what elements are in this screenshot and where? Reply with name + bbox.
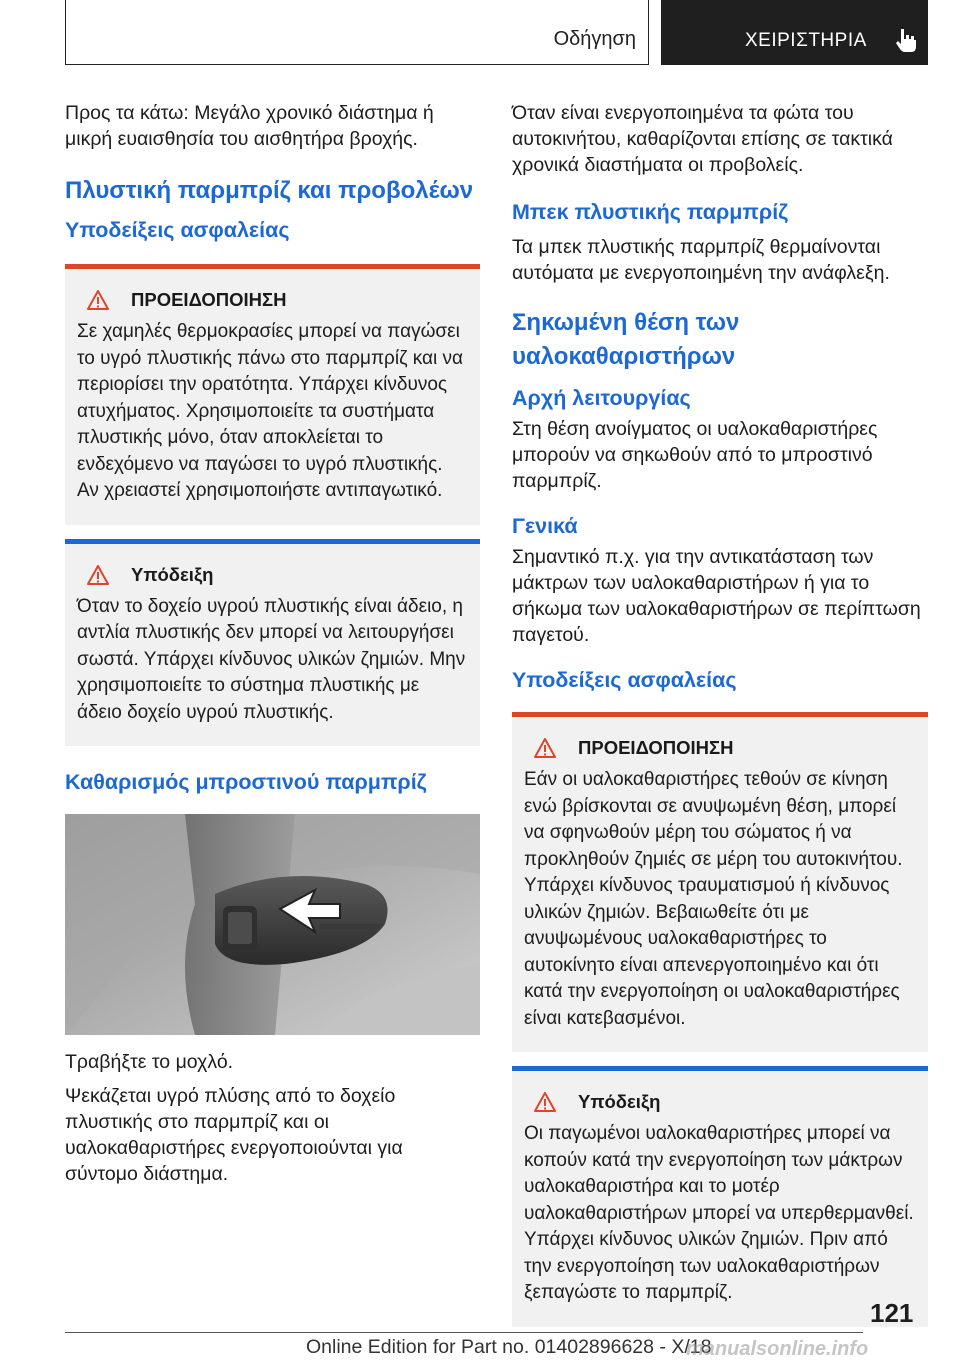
notice-title-row: [77, 564, 468, 586]
general-paragraph: Σημαντικό π.χ. για την αντικατάσταση των μάκτρων των υαλοκαθαριστήρων ή για το σήκωμα των υαλοκαθαριστήρων σε περίπτωση παγετού.: [512, 546, 921, 646]
heading-general: Γενικά: [512, 514, 578, 538]
notice-text-right: Οι παγωμένοι υαλοκαθαριστήρες μπορεί να κοπούν κατά την ενεργοποίηση των μάκτρων υαλοκαθαριστήρα και το μοτέρ υαλοκαθαριστήρων μπορεί να υπερθερμανθεί. Υπάρχει κίνδυνος υλικών ζημιών. Πριν από την ενεργοποίηση των υαλοκαθαριστήρων ξεπαγώστε το παρμπρίζ.: [524, 1123, 914, 1303]
footer-edition: Online Edition for Part no. 01402896628 - X/18: [306, 1336, 712, 1358]
heading-principle: Αρχή λειτουργίας: [512, 386, 691, 410]
heading-safety-left: Υποδείξεις ασφαλείας: [65, 218, 290, 242]
warning-box-left: [65, 264, 480, 525]
footer-rule: [65, 1332, 863, 1333]
header-section-title: Οδήγηση: [553, 28, 636, 50]
warning-box-right: [512, 712, 928, 1052]
warning-title: ΠΡΟΕΙΔΟΠΟΙΗΣΗ: [131, 289, 287, 310]
notice-triangle-icon: [87, 565, 109, 585]
intro-paragraph: Προς τα κάτω: Μεγάλο χρονικό διάστημα ή μικρή ευαισθησία του αισθητήρα βροχής.: [65, 102, 434, 150]
header-chapter-label: ΧΕΙΡΙΣΤΗΡΙΑ: [745, 30, 867, 51]
header-bottom-rule: [65, 64, 649, 65]
header-divider: [648, 0, 649, 65]
principle-paragraph: Στη θέση ανοίγματος οι υαλοκαθαριστήρες μπορούν να σηκωθούν από το μπροστινό παρμπρίζ.: [512, 418, 878, 492]
watermark: manualsonline.info: [686, 1338, 869, 1360]
heading-washer: Πλυστική παρμπρίζ και προβολέων: [65, 177, 474, 204]
notice-box-right: [512, 1066, 928, 1327]
heading-nozzles: Μπεκ πλυστικής παρμπρίζ: [512, 200, 789, 224]
notice-triangle-icon: [534, 1092, 556, 1112]
warning-text-right: Εάν οι υαλοκαθαριστήρες τεθούν σε κίνηση ενώ βρίσκονται σε ανυψωμένη θέση, μπορεί να σφηνωθούν μέρη του σώματος ή να προκληθούν ζημιές σε μέρη του αυτοκινήτου. Υπάρχει κίνδυνος τραυματισμού ή κίνδυνος υλικών ζημιών. Βεβαιωθείτε ότι με ανυψωμένους υαλοκαθαριστήρες το αυτοκίνητο είναι απενεργοποιημένο και ότι κατά την ενεργοποίηση οι υαλοκαθαριστήρες είναι κατεβασμένοι.: [524, 769, 903, 1029]
notice-text: Όταν το δοχείο υγρού πλυστικής είναι άδειο, η αντλία πλυστικής δεν μπορεί να λειτουργήσει σωστά. Υπάρχει κίνδυνος υλικών ζημιών. Μην χρησιμοποιείτε το σύστημα πλυστικής με άδειο δοχείο υγρού πλυστικής.: [77, 595, 466, 723]
warning-triangle-icon: [534, 738, 556, 758]
header-left-rule: [65, 0, 66, 65]
wiper-stalk-illustration: [65, 814, 480, 1035]
hand-pointer-icon: [892, 26, 920, 54]
heading-raised-position: Σηκωμένη θέση των υαλοκαθαριστήρων: [512, 309, 740, 370]
right-column: [512, 100, 928, 1327]
notice-title-right: Υπόδειξη: [578, 1091, 661, 1112]
heading-clean-windshield: Καθαρισμός μπροστινού παρμπρίζ: [65, 770, 427, 794]
notice-title-row-right: [524, 1091, 916, 1113]
warning-title-row-right: [524, 737, 916, 759]
nozzles-paragraph: Τα μπεκ πλυστικής παρμπρίζ θερμαίνονται αυτόματα με ενεργοποιημένη την ανάφλεξη.: [512, 236, 890, 284]
left-column: [65, 100, 480, 1187]
headlights-paragraph: Όταν είναι ενεργοποιημένα τα φώτα του αυτοκινήτου, καθαρίζονται επίσης σε τακτικά χρονικά διαστήματα οι προβολείς.: [512, 102, 893, 176]
wiper-stalk-photo: [65, 814, 480, 1035]
notice-title: Υπόδειξη: [131, 563, 214, 585]
warning-text: Σε χαμηλές θερμοκρασίες μπορεί να παγώσει το υγρό πλυστικής πάνω στο παρμπρίζ και να περιορίσει την ορατότητα. Υπάρχει κίνδυνος ατυχήματος. Χρησιμοποιείτε τα συστήματα πλυστικής μόνο, όταν αποκλείεται το ενδεχόμενο να παγώσει το υγρό πλυστικής. Αν χρειαστεί χρησιμοποιήστε αντιπαγωτικό.: [77, 321, 463, 501]
pull-lever-text: Τραβήξτε το μοχλό.: [65, 1051, 234, 1073]
warning-title-right: ΠΡΟΕΙΔΟΠΟΙΗΣΗ: [578, 737, 734, 758]
header-chapter-tab[interactable]: [661, 0, 928, 65]
warning-triangle-icon: [87, 290, 109, 310]
page-number: 121: [870, 1298, 914, 1328]
warning-title-row: [77, 289, 468, 311]
heading-safety-right: Υποδείξεις ασφαλείας: [512, 668, 737, 692]
notice-box-left: [65, 539, 480, 747]
spray-text: Ψεκάζεται υγρό πλύσης από το δοχείο πλυστικής στο παρμπρίζ και οι υαλοκαθαριστήρες ενεργοποιούνται για σύντομο διάστημα.: [65, 1085, 403, 1185]
